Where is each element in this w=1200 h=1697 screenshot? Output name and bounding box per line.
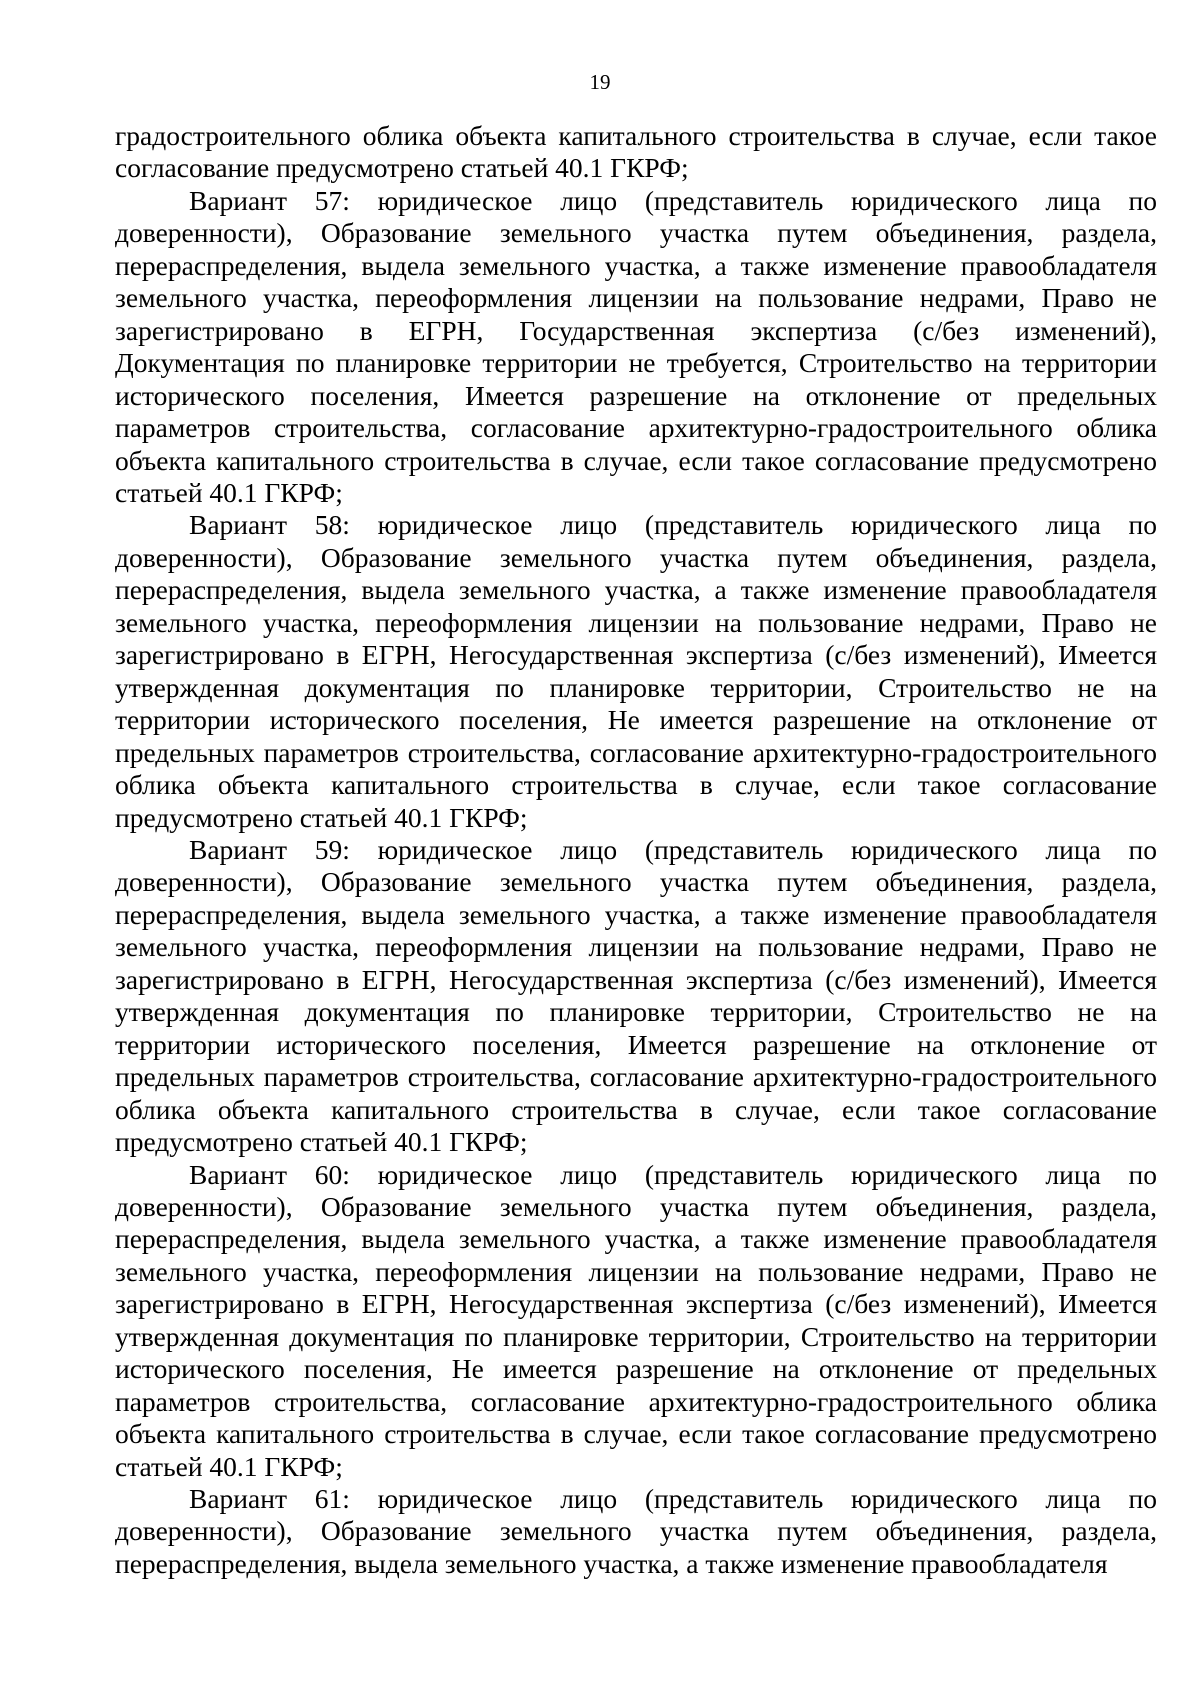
paragraph: Вариант 57: юридическое лицо (представитель юридического лица по доверенности), Образование земельного участка путем объединения, раздела, перераспределения, выдела земельного участка, а также изменение правообладателя земельного участка, переоформления лицензии на пользование недрами, Право не зарегистрировано в ЕГРН, Государственная экспертиза (с/без изменений), Документация по планировке территории не требуется, Строительство на территории исторического поселения, Имеется разрешение на отклонение от предельных параметров строительства, согласование архитектурно-градостроительного облика объекта капитального строительства в случае, если такое согласование предусмотрено статьей 40.1 ГКРФ; — [115, 184, 1157, 508]
paragraph: градостроительного облика объекта капитального строительства в случае, если такое согласование предусмотрено статьей 40.1 ГКРФ; — [115, 120, 1157, 184]
document-body — [115, 120, 1157, 1580]
paragraph: Вариант 59: юридическое лицо (представитель юридического лица по доверенности), Образование земельного участка путем объединения, раздела, перераспределения, выдела земельного участка, а также изменение правообладателя земельного участка, переоформления лицензии на пользование недрами, Право не зарегистрировано в ЕГРН, Негосударственная экспертиза (с/без изменений), Имеется утвержденная документация по планировке территории, Строительство не на территории исторического поселения, Имеется разрешение на отклонение от предельных параметров строительства, согласование архитектурно-градостроительного облика объекта капитального строительства в случае, если такое согласование предусмотрено статьей 40.1 ГКРФ; — [115, 833, 1157, 1158]
paragraph: Вариант 61: юридическое лицо (представитель юридического лица по доверенности), Образование земельного участка путем объединения, раздела, перераспределения, выдела земельного участка, а также изменение правообладателя — [115, 1483, 1157, 1579]
paragraph: Вариант 58: юридическое лицо (представитель юридического лица по доверенности), Образование земельного участка путем объединения, раздела, перераспределения, выдела земельного участка, а также изменение правообладателя земельного участка, переоформления лицензии на пользование недрами, Право не зарегистрировано в ЕГРН, Негосударственная экспертиза (с/без изменений), Имеется утвержденная документация по планировке территории, Строительство не на территории исторического поселения, Не имеется разрешение на отклонение от предельных параметров строительства, согласование архитектурно-градостроительного облика объекта капитального строительства в случае, если такое согласование предусмотрено статьей 40.1 ГКРФ; — [115, 509, 1157, 833]
page-number: 19 — [589, 70, 611, 94]
paragraph: Вариант 60: юридическое лицо (представитель юридического лица по доверенности), Образование земельного участка путем объединения, раздела, перераспределения, выдела земельного участка, а также изменение правообладателя земельного участка, переоформления лицензии на пользование недрами, Право не зарегистрировано в ЕГРН, Негосударственная экспертиза (с/без изменений), Имеется утвержденная документация по планировке территории, Строительство на территории исторического поселения, Не имеется разрешение на отклонение от предельных параметров строительства, согласование архитектурно-градостроительного облика объекта капитального строительства в случае, если такое согласование предусмотрено статьей 40.1 ГКРФ; — [115, 1158, 1157, 1482]
